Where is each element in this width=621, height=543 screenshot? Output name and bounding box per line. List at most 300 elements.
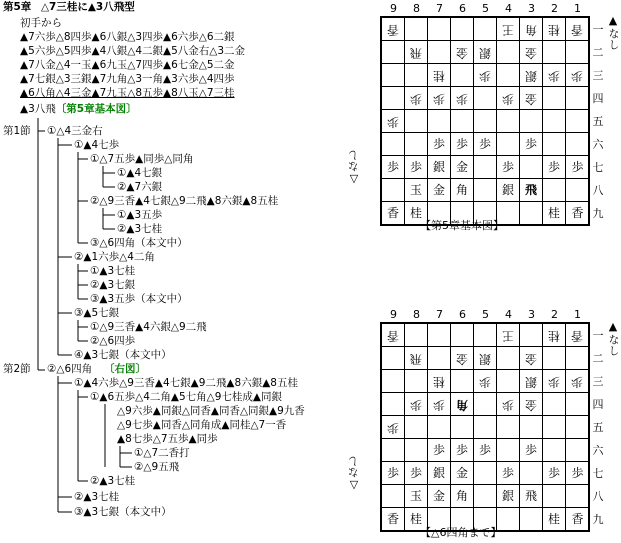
board-square [382,41,405,64]
board-square [382,393,405,416]
board-piece [497,485,520,508]
board-square [474,393,497,416]
board-piece [382,156,405,179]
board-square [520,156,543,179]
rank-label: 五 [592,115,604,128]
piece-glyph: 飛 [409,46,422,60]
board-piece [520,87,543,110]
variation-line: ①▲6五歩△4二角▲5七角△9七桂成▲同銀 [90,391,283,403]
variation-line: ①▲3五歩 [117,209,163,221]
piece-glyph: 歩 [547,69,560,83]
piece-glyph: 歩 [501,398,514,412]
board-piece [451,439,474,462]
variation-line: ①△9三香▲4六銀△9二飛 [90,321,207,333]
piece-glyph: 歩 [409,466,422,480]
piece-glyph: 香 [386,329,399,343]
sente-marker-icon: ▲ [608,14,618,27]
rank-label: 一 [592,329,604,342]
move-line-5: ▲6八角△4三金▲7九玉△8五歩▲8八玉△7三桂 [20,87,235,99]
piece-glyph: 歩 [386,115,399,129]
variation-line: ①▲4七銀 [117,167,163,179]
board-square [474,87,497,110]
piece-glyph: 角 [455,489,468,503]
piece-glyph: 歩 [478,375,491,389]
file-label: 5 [482,308,489,321]
piece-glyph: 香 [386,512,399,526]
board-square [405,18,428,41]
board-square [382,485,405,508]
piece-glyph: 歩 [455,137,468,151]
piece-glyph: 歩 [547,375,560,389]
sente-hand-label: なし [607,334,620,356]
board-square [497,133,520,156]
board-piece [405,393,428,416]
chapter-heading [3,1,135,14]
piece-glyph: 玉 [409,183,422,197]
board-piece [405,347,428,370]
board-piece [566,370,589,393]
board-piece [520,439,543,462]
board-piece [520,347,543,370]
piece-glyph: 銀 [524,375,537,389]
board-piece [543,462,566,485]
board-piece [497,393,520,416]
board-piece [566,508,589,531]
file-label: 4 [505,2,512,15]
sente-hand-label: なし [607,28,620,50]
board-square [497,64,520,87]
move-line-last [20,103,137,116]
board-piece [382,324,405,347]
variation-line: ①△4三金右 [47,125,103,137]
board-piece [428,87,451,110]
variation-line: ②▲3七桂 [74,491,120,503]
piece-glyph: 桂 [409,206,422,220]
piece-glyph: 玉 [409,489,422,503]
board-piece [428,439,451,462]
board-square [382,439,405,462]
board-piece [566,64,589,87]
piece-glyph: 金 [524,92,537,106]
board-square [543,439,566,462]
piece-glyph: 金 [432,489,445,503]
variation-line: ③△6四角（本文中） [90,237,188,249]
file-label: 3 [528,308,535,321]
piece-glyph: 香 [571,512,584,526]
shogi-board-basic [347,2,620,234]
rank-label: 五 [592,421,604,434]
file-label: 6 [459,308,466,321]
board-square [474,110,497,133]
piece-glyph: 金 [455,160,468,174]
piece-glyph: 歩 [478,69,491,83]
piece-glyph: 歩 [501,160,514,174]
piece-glyph: 桂 [432,69,445,83]
board-square [497,347,520,370]
piece-glyph: 桂 [547,206,560,220]
board-piece [543,156,566,179]
board-piece [428,133,451,156]
board-square [382,347,405,370]
board-square [566,485,589,508]
board-square [451,110,474,133]
board-piece [405,41,428,64]
board-square [474,18,497,41]
board-piece [382,110,405,133]
board-square [428,18,451,41]
piece-glyph: 金 [455,46,468,60]
piece-glyph: 銀 [432,466,445,480]
gote-hand [346,150,362,186]
rank-label: 二 [592,352,604,365]
board-piece [520,179,543,202]
piece-glyph: 歩 [455,92,468,106]
variation-line: ②▲3七銀 [90,279,136,291]
board-piece [382,202,405,225]
board-piece [474,41,497,64]
gote-marker-icon: ▽ [349,172,359,185]
variation-line: ①▲3七桂 [90,265,136,277]
piece-glyph: 金 [524,46,537,60]
board-piece [428,393,451,416]
board-square [405,370,428,393]
piece-glyph: 銀 [478,352,491,366]
board-piece [566,462,589,485]
piece-glyph: 金 [524,352,537,366]
piece-glyph: 歩 [386,421,399,435]
board-piece [451,462,474,485]
variation-line: ①△7二香打 [134,447,190,459]
file-label: 1 [574,308,581,321]
variation-line: ④▲3七銀（本文中） [74,349,172,361]
board-piece [474,133,497,156]
piece-glyph: 金 [455,466,468,480]
rank-label: 八 [592,490,604,503]
board-piece [497,179,520,202]
variation-line: 第2節 [3,363,31,375]
board-piece [520,485,543,508]
piece-glyph: 銀 [524,69,537,83]
sente-hand [605,14,621,50]
gote-hand [346,456,362,492]
board-square [428,416,451,439]
piece-glyph: 歩 [571,160,584,174]
board-piece [405,462,428,485]
variation-line: ②▲7六銀 [117,181,163,193]
variation-line: △9六歩▲同銀△同香▲同香△同銀▲9九香 [117,405,305,417]
board-square [543,485,566,508]
board-square [497,41,520,64]
piece-glyph: 歩 [571,69,584,83]
piece-glyph: 香 [386,23,399,37]
piece-glyph: 香 [571,206,584,220]
variation-line: ②△6四歩 [90,335,136,347]
board-piece [451,485,474,508]
piece-glyph: 香 [386,206,399,220]
board-piece [451,156,474,179]
piece-glyph: 桂 [547,329,560,343]
piece-glyph: 飛 [524,183,537,197]
file-label: 8 [413,2,420,15]
variation-line: △9七歩▲同香△同角成▲同桂△7一香 [117,419,287,431]
rank-label: 四 [592,92,604,105]
board-square [474,156,497,179]
board-piece [474,439,497,462]
board-piece [566,156,589,179]
piece-glyph: 歩 [547,160,560,174]
piece-glyph: 金 [432,183,445,197]
piece-glyph: 歩 [455,443,468,457]
piece-glyph: 角 [524,23,537,37]
file-label: 2 [551,308,558,321]
board-square [428,110,451,133]
board-square [474,324,497,347]
board-square [566,41,589,64]
file-label: 7 [436,308,443,321]
board-piece [497,18,520,41]
board-square [497,439,520,462]
file-label: 8 [413,308,420,321]
board-square [543,41,566,64]
rank-label: 七 [592,467,604,480]
file-label: 6 [459,2,466,15]
board-piece [566,202,589,225]
piece-glyph: 銀 [501,489,514,503]
board-square [405,64,428,87]
piece-glyph: 歩 [386,466,399,480]
board-square [520,416,543,439]
board-piece [543,202,566,225]
piece-glyph: 銀 [478,46,491,60]
piece-glyph: 歩 [409,398,422,412]
rank-label: 八 [592,184,604,197]
piece-glyph: 歩 [547,466,560,480]
board-grid [380,322,590,532]
board-square [543,179,566,202]
gote-marker-icon: ▽ [349,478,359,491]
file-label: 5 [482,2,489,15]
file-label: 3 [528,2,535,15]
basic-diagram-note: 〔第5章基本図〕 [55,103,137,115]
piece-glyph: 香 [571,23,584,37]
board-piece [405,87,428,110]
board-square [474,416,497,439]
board-square [451,18,474,41]
board-square [405,133,428,156]
rank-label: 二 [592,46,604,59]
board-piece [428,156,451,179]
board-square [520,202,543,225]
board-piece [451,347,474,370]
board-square [405,324,428,347]
variation-line: ②▲3七桂 [90,475,136,487]
board-piece [405,485,428,508]
board-square [543,416,566,439]
sente-marker-icon: ▲ [608,320,618,333]
rank-label: 一 [592,23,604,36]
board-square [566,110,589,133]
board-square [382,64,405,87]
piece-glyph: 金 [524,398,537,412]
piece-glyph: 歩 [501,92,514,106]
board-piece [428,485,451,508]
variation-line: ②△9五飛 [134,461,180,473]
board-square [566,133,589,156]
moves-intro: 初手から [20,17,62,29]
board-piece [520,393,543,416]
rank-label: 三 [592,375,604,388]
file-label: 4 [505,308,512,321]
board-square [543,393,566,416]
board-square [543,347,566,370]
variation-line: ②△9三香▲4七銀△9二飛▲8六銀▲8五桂 [90,195,279,207]
board-piece [497,324,520,347]
gote-hand-label: なし [347,150,360,172]
board-square [428,324,451,347]
board-piece [405,179,428,202]
board-square [520,462,543,485]
board-square [497,110,520,133]
board-square [566,416,589,439]
board-square [566,347,589,370]
board-square [405,110,428,133]
board-square [474,485,497,508]
piece-glyph: 王 [501,23,514,37]
piece-glyph: 歩 [432,137,445,151]
variation-line: ②▲1六歩△4二角 [74,251,155,263]
piece-glyph: 王 [501,329,514,343]
file-label: 9 [390,2,397,15]
piece-glyph: 銀 [501,183,514,197]
board-piece [474,347,497,370]
board-square [405,416,428,439]
move-line-1: ▲7六歩△8四歩▲6八銀△3四歩▲6六歩△6二銀 [20,31,235,43]
piece-glyph: 飛 [409,352,422,366]
board-piece [428,179,451,202]
board-square [451,416,474,439]
piece-glyph: 歩 [571,375,584,389]
gote-hand-label: なし [347,456,360,478]
piece-glyph: 歩 [478,443,491,457]
piece-glyph: 角 [455,183,468,197]
board-piece [520,18,543,41]
variation-line: ①▲4六歩△9三香▲4七銀▲9二飛▲8六銀▲8五桂 [74,377,298,389]
board-caption-basic: 【第5章基本図】 [420,219,504,232]
board-square [382,87,405,110]
board-piece [520,370,543,393]
board-piece [451,179,474,202]
board-piece [497,462,520,485]
board-piece [474,64,497,87]
variation-line: ①▲4七歩 [74,139,120,151]
rank-label: 四 [592,398,604,411]
board-square [566,179,589,202]
rank-label: 九 [592,207,604,220]
board-square [566,87,589,110]
shogi-board-64kaku [347,308,620,540]
board-piece [474,370,497,393]
piece-glyph: 歩 [432,443,445,457]
rank-label: 六 [592,138,604,151]
chapter-number: 第5章 [3,1,32,13]
board-piece [543,324,566,347]
variation-line: ②△6四角 [47,363,93,375]
board-square [543,133,566,156]
board-piece [382,416,405,439]
piece-glyph: 桂 [547,512,560,526]
move-line-4: ▲7七銀△3三銀▲7九角△3一角▲3六歩△4四歩 [20,73,235,85]
variation-line: ③▲3七銀（本文中） [74,506,172,518]
board-piece [382,462,405,485]
board-piece [520,64,543,87]
board-square [428,347,451,370]
piece-glyph: 歩 [501,466,514,480]
board-square [520,324,543,347]
piece-glyph: 歩 [432,92,445,106]
board-grid [380,16,590,226]
board-square [566,439,589,462]
board-square [520,110,543,133]
file-label: 1 [574,2,581,15]
rank-label: 六 [592,444,604,457]
board-piece [451,393,474,416]
board-square [497,416,520,439]
rank-label: 七 [592,161,604,174]
chapter-title: △7三桂に▲3八飛型 [40,1,135,13]
piece-glyph: 桂 [432,375,445,389]
board-square [382,133,405,156]
piece-glyph: 歩 [524,137,537,151]
board-piece [451,133,474,156]
file-label: 7 [436,2,443,15]
board-piece [451,87,474,110]
board-square [474,462,497,485]
board-piece [566,324,589,347]
variation-line: ①△7五歩▲同歩△同角 [90,153,194,165]
board-square [543,110,566,133]
variation-line: ▲8七歩△7五歩▲同歩 [117,433,218,445]
board-square [451,64,474,87]
board-piece [520,41,543,64]
sente-hand [605,320,621,356]
board-square [566,393,589,416]
piece-glyph: 桂 [547,23,560,37]
board-square [382,179,405,202]
variation-line: ③▲5七銀 [74,307,120,319]
board-piece [543,64,566,87]
board-piece [543,370,566,393]
board-piece [382,18,405,41]
board-piece [428,370,451,393]
piece-glyph: 歩 [432,398,445,412]
piece-glyph: 角 [455,398,468,412]
piece-glyph: 歩 [571,466,584,480]
board-square [474,179,497,202]
board-piece [497,87,520,110]
rank-label: 九 [592,513,604,526]
board-piece [451,41,474,64]
rank-label: 三 [592,69,604,82]
piece-glyph: 歩 [409,160,422,174]
variation-line: ②▲3七桂 [117,223,163,235]
board-piece [520,133,543,156]
piece-glyph: 香 [571,329,584,343]
file-label: 9 [390,308,397,321]
board-piece [543,508,566,531]
board-piece [543,18,566,41]
move-line-2: ▲5六歩△5四歩▲4八銀△4二銀▲5八金右△3二金 [20,45,246,57]
file-label: 2 [551,2,558,15]
